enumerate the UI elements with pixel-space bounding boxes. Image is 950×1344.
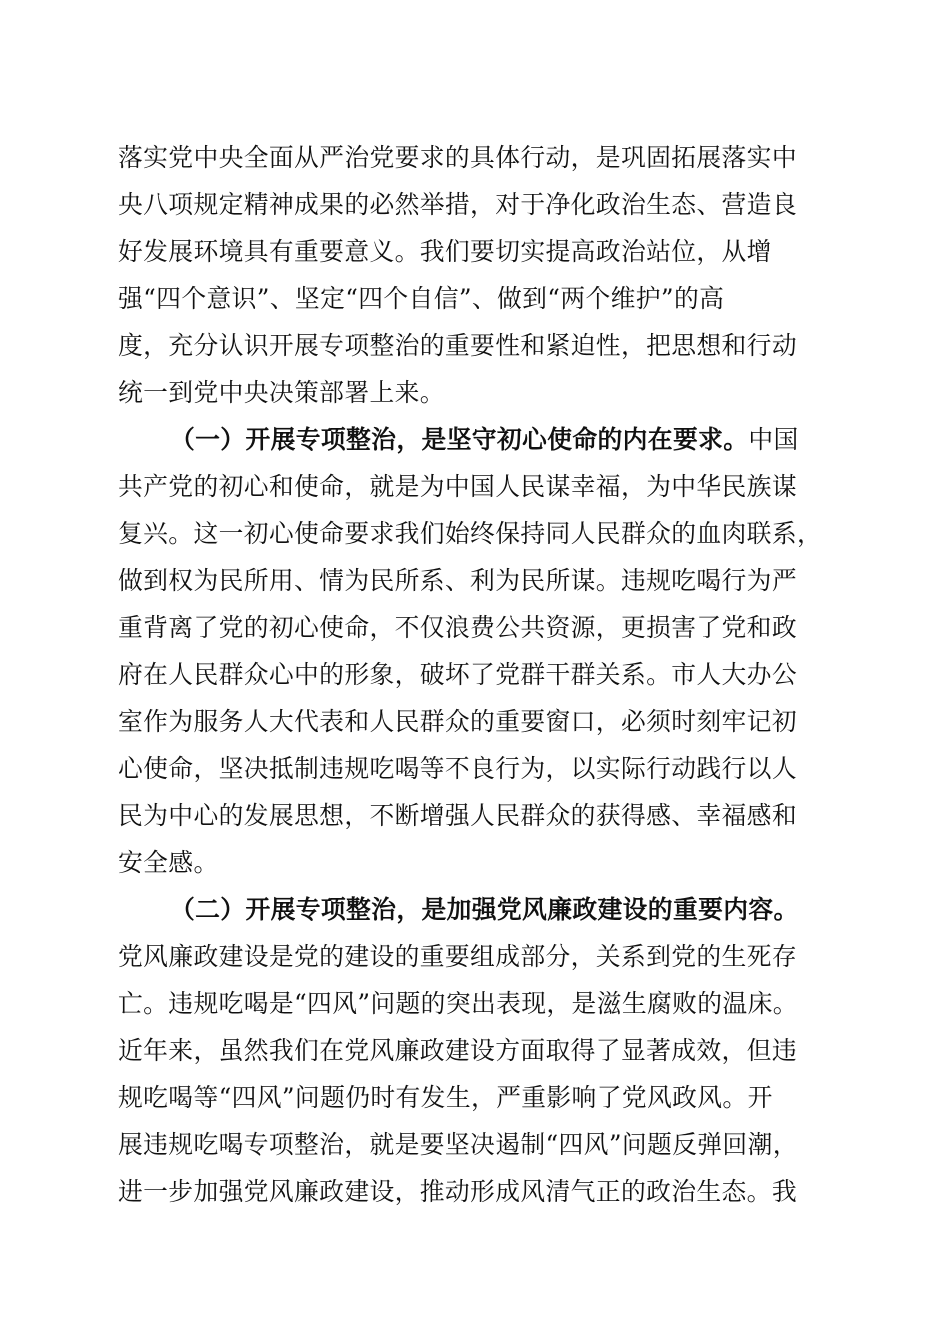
- body-text-line: 展违规吃喝专项整治，就是要坚决遏制“四风”问题反弹回潮，: [118, 1130, 798, 1159]
- body-text-line: 室作为服务人大代表和人民群众的重要窗口，必须时刻牢记初: [118, 707, 797, 736]
- body-text-line: 规吃喝等“四风”问题仍时有发生，严重影响了党风政风。开: [118, 1083, 773, 1112]
- body-text-line: 党风廉政建设是党的建设的重要组成部分，关系到党的生死存: [118, 942, 797, 971]
- body-text-line: 做到权为民所用、情为民所系、利为民所谋。违规吃喝行为严: [118, 566, 797, 595]
- body-text-line: 民为中心的发展思想，不断增强人民群众的获得感、幸福感和: [118, 801, 797, 830]
- body-text-line: 心使命，坚决抵制违规吃喝等不良行为，以实际行动践行以人: [118, 754, 797, 783]
- body-text-line: 度，充分认识开展专项整治的重要性和紧迫性，把思想和行动: [118, 331, 797, 360]
- body-text-fragment: 中国: [748, 425, 799, 454]
- section-heading-1: （一）开展专项整治，是坚守初心使命的内在要求。: [170, 425, 749, 454]
- body-text-line: 好发展环境具有重要意义。我们要切实提高政治站位，从增: [118, 237, 772, 266]
- body-text-line: 进一步加强党风廉政建设，推动形成风清气正的政治生态。我: [118, 1177, 797, 1206]
- body-text-line: 亡。违规吃喝是“四风”问题的突出表现，是滋生腐败的温床。: [118, 989, 798, 1018]
- body-text-line: 近年来，虽然我们在党风廉政建设方面取得了显著成效，但违: [118, 1036, 797, 1065]
- body-text-line: 落实党中央全面从严治党要求的具体行动，是巩固拓展落实中: [118, 143, 797, 172]
- body-text-line: 央八项规定精神成果的必然举措，对于净化政治生态、营造良: [118, 190, 797, 219]
- body-text-line: 复兴。这一初心使命要求我们始终保持同人民群众的血肉联系，: [118, 519, 823, 548]
- body-text-line: 强“四个意识”、坚定“四个自信”、做到“两个维护”的高: [118, 284, 725, 313]
- body-text-line: 重背离了党的初心使命，不仅浪费公共资源，更损害了党和政: [118, 613, 797, 642]
- section-heading-line: [170, 422, 799, 458]
- body-text-line: 统一到党中央决策部署上来。: [118, 378, 445, 407]
- body-text-line: 共产党的初心和使命，就是为中国人民谋幸福，为中华民族谋: [118, 472, 797, 501]
- section-heading-2: （二）开展专项整治，是加强党风廉政建设的重要内容。: [170, 895, 799, 924]
- body-text-line: 府在人民群众心中的形象，破坏了党群干群关系。市人大办公: [118, 660, 797, 689]
- body-text-line: 安全感。: [118, 848, 219, 877]
